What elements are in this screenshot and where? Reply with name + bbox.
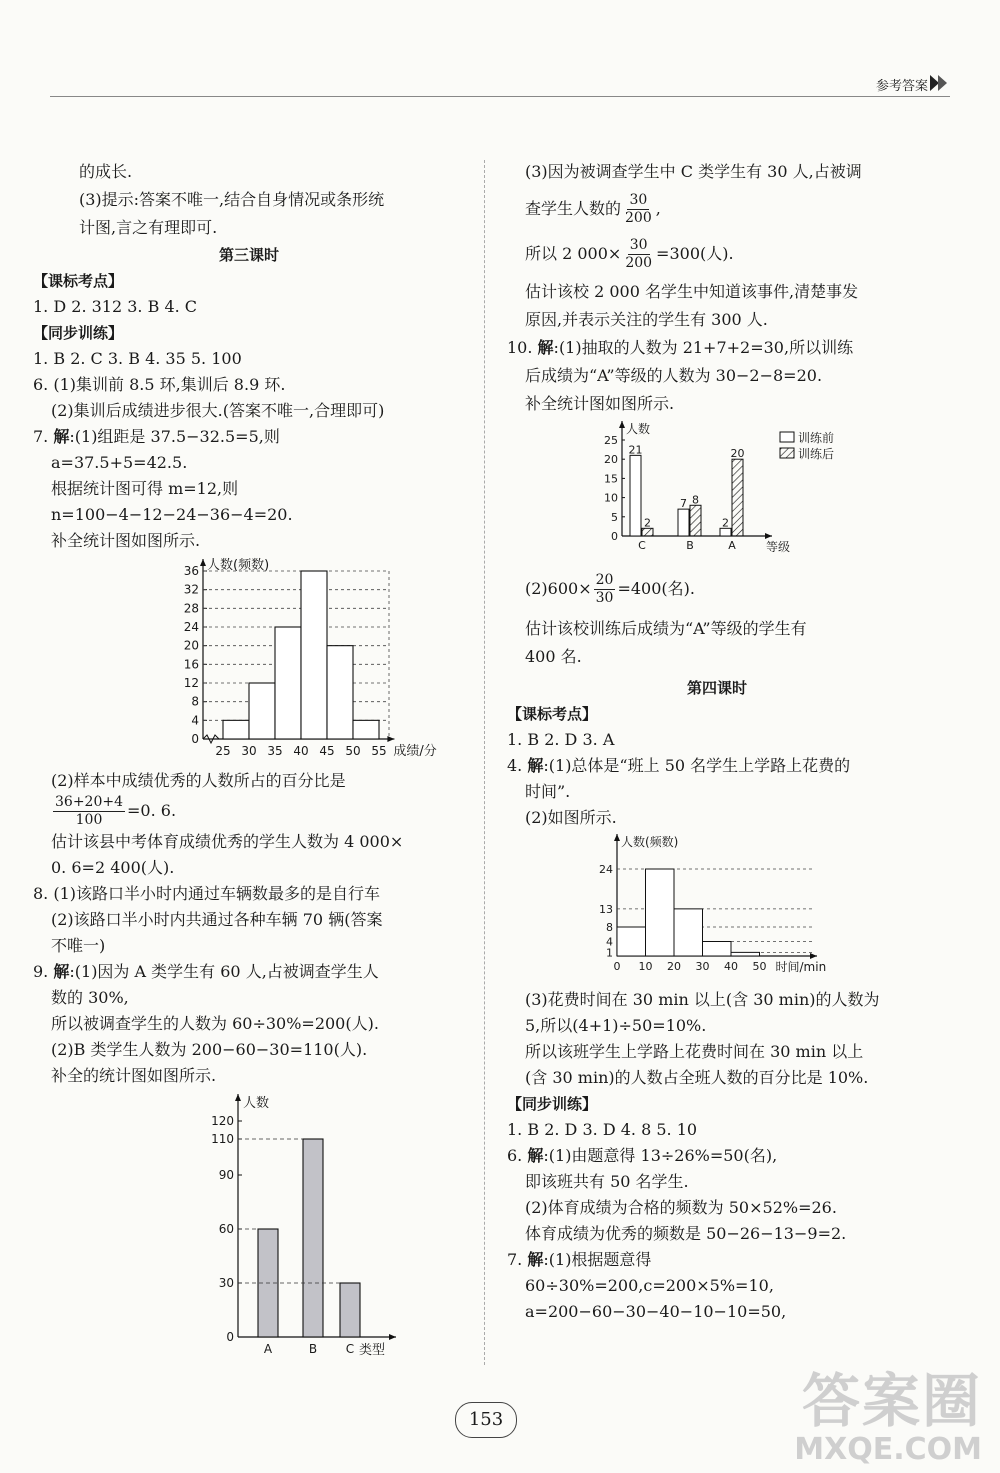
c1-x-tick: 55 (371, 744, 387, 758)
c3-y-tick: 25 (604, 434, 618, 447)
text-line: 4. 解:(1)总体是“班上 50 名学生上学路上花费的 (507, 756, 851, 775)
c1-x-tick: 45 (319, 744, 335, 758)
header-label: 参考答案 (875, 79, 928, 94)
c1-y-tick: 32 (183, 582, 199, 597)
c1-y-tick: 28 (183, 601, 199, 616)
c4-y-label: 人数(频数) (621, 835, 679, 849)
text-line: (2)该路口半小时内共通过各种车辆 70 辆(答案 (51, 910, 383, 929)
fraction-line: (2)600× $\frac{20}{30}$ =400(名). (525, 572, 695, 606)
text-line: a=200−60−30−40−10−10=50, (525, 1302, 787, 1321)
c1-y-tick: 36 (183, 564, 199, 578)
c4-x-tick: 20 (667, 960, 681, 973)
fraction-line: $\frac{36+20+4}{100}$ =0. 6. (55, 794, 177, 828)
c1-bar (327, 646, 353, 739)
fraction-line: 所以 2 000× $\frac{30}{200}$ =300(人). (525, 237, 734, 271)
text-line: 后成绩为“A”等级的人数为 30−2−8=20. (525, 366, 823, 385)
c1-bar (353, 720, 379, 739)
text-line: (2)如图所示. (525, 808, 617, 827)
section-tag: 【课标考点】 (507, 705, 598, 723)
c2-x-label: 类型 (359, 1343, 386, 1358)
c1-x-tick: 35 (267, 744, 283, 758)
text-line: 即该班共有 50 名学生. (525, 1172, 689, 1191)
text-line: 7. 解:(1)根据题意得 (507, 1250, 652, 1269)
c4-y-arrow-icon (614, 834, 620, 841)
fraction: $\frac{30}{200}$ (625, 192, 652, 226)
c2-x-arrow-icon (389, 1334, 396, 1340)
text-line: 7. 解:(1)组距是 37.5−32.5=5,则 (33, 427, 280, 446)
c3-y-tick: 10 (604, 491, 618, 505)
answer-line: 1. B 2. C 3. B 4. 35 5. 100 (33, 349, 242, 368)
c4-y-tick: 8 (606, 921, 613, 934)
c3-x-tick: A (728, 539, 736, 552)
c1-x-tick: 40 (293, 744, 309, 758)
c3-x-label: 等级 (766, 540, 791, 554)
c2-x-tick: C (345, 1342, 355, 1356)
c4-y-tick: 4 (606, 935, 613, 949)
c1-x-arrow-icon (387, 736, 394, 742)
text-line: 8. (1)该路口半小时内通过车辆数最多的是自行车 (33, 884, 381, 903)
text-line: 原因,并表示关注的学生有 300 人. (525, 310, 768, 329)
c4-x-tick: 40 (724, 960, 738, 973)
c1-x-tick: 25 (215, 744, 231, 758)
c4-bar (646, 869, 675, 956)
lesson-title: 第三课时 (218, 246, 279, 264)
c3-y-tick: 5 (611, 510, 618, 524)
c3-data-label: 8 (692, 493, 699, 507)
text-line: (2)样本中成绩优秀的人数所占的百分比是 (51, 771, 346, 790)
text-line: (3)因为被调查学生中 C 类学生有 30 人,占被调 (525, 162, 862, 181)
text-line: (3)提示:答案不唯一,结合自身情况或条形统 (79, 190, 385, 209)
c4-x-tick: 10 (638, 960, 653, 973)
text-line: 补全统计图如图所示. (525, 394, 675, 413)
text-line: 估计该校 2 000 名学生中知道该事件,清楚事发 (525, 282, 859, 301)
fraction: $\frac{20}{30}$ (595, 572, 614, 606)
c2-bar (340, 1283, 360, 1337)
c3-legend-swatch (780, 432, 794, 442)
c1-x-label: 成绩/分 (393, 744, 437, 759)
c3-legend-label: 训练前 (798, 431, 835, 445)
c1-y-arrow-icon (200, 559, 206, 566)
score-histogram (143, 554, 543, 764)
text-line: 6. 解:(1)由题意得 13÷26%=50(名), (507, 1146, 778, 1165)
page-number: 153 (455, 1402, 517, 1438)
fraction: $\frac{30}{200}$ (625, 237, 653, 271)
header-rule (50, 96, 950, 97)
text-line: 9. 解:(1)因为 A 类学生有 60 人,占被调查学生人 (33, 962, 379, 981)
c3-y-tick: 20 (604, 453, 618, 467)
c3-y-label: 人数 (626, 422, 651, 436)
answer-line: 1. B 2. D 3. A (507, 730, 615, 749)
c4-y-tick: 1 (606, 946, 613, 960)
c4-y-tick: 24 (599, 863, 613, 876)
c1-y-tick: 4 (191, 713, 199, 728)
text-line: 估计该校训练后成绩为“A”等级的学生有 (525, 619, 807, 638)
c2-x-tick: B (308, 1342, 318, 1356)
text-line: 所以被调查学生的人数为 60÷30%=200(人). (51, 1014, 379, 1033)
text-line: 10. 解:(1)抽取的人数为 21+7+2=30,所以训练 (507, 338, 854, 357)
c3-bar (630, 455, 641, 536)
c2-y-label: 人数 (243, 1096, 270, 1111)
text-line: 60÷30%=200,c=200×5%=10, (525, 1276, 774, 1295)
c2-y-arrow-icon (235, 1094, 241, 1101)
c1-y-tick: 0 (191, 732, 199, 746)
c3-y-arrow-icon (619, 421, 625, 428)
c3-bar (678, 509, 689, 536)
c1-bar (301, 571, 327, 739)
c3-bar (642, 528, 653, 536)
c2-y-tick: 0 (226, 1330, 234, 1344)
text-line: 的成长. (79, 162, 133, 181)
text-line: 5,所以(4+1)÷50=10%. (525, 1016, 707, 1035)
text-line: 补全统计图如图所示. (51, 531, 201, 550)
left-column (33, 158, 465, 1374)
c3-bar (732, 459, 743, 536)
text-line: 不唯一) (51, 936, 106, 955)
answer-line: 1. D 2. 312 3. B 4. C (33, 297, 198, 316)
text-line: 体育成绩为优秀的频数是 50−26−13−9=2. (525, 1224, 847, 1243)
c1-y-tick: 12 (183, 676, 199, 690)
text-line: 6. (1)集训前 8.5 环,集训后 8.9 环. (33, 375, 286, 394)
c1-x-tick: 30 (241, 744, 257, 758)
c3-data-label: 2 (644, 516, 651, 530)
text-line: 补全的统计图如图所示. (51, 1066, 217, 1085)
c2-x-tick: A (263, 1342, 273, 1356)
c4-y-tick: 13 (599, 902, 613, 916)
text-line: (2)集训后成绩进步很大.(答案不唯一,合理即可) (51, 401, 385, 420)
section-tag: 【同步训练】 (33, 324, 124, 342)
text-line: 时间”. (525, 782, 571, 801)
commute-time-histogram (592, 831, 852, 981)
text-line: 根据统计图可得 m=12,则 (51, 479, 239, 498)
c3-data-label: 2 (722, 516, 729, 530)
c2-bar (303, 1139, 323, 1337)
c3-x-arrow-icon (765, 533, 772, 539)
c2-y-tick: 30 (218, 1276, 234, 1290)
text-line: 数的 30%, (51, 988, 129, 1007)
c2-y-tick: 90 (218, 1168, 234, 1182)
c4-x-arrow-icon (810, 953, 817, 959)
c4-bar (703, 942, 732, 957)
c4-x-tick: 50 (752, 960, 767, 973)
text-line: 400 名. (525, 647, 582, 666)
c1-y-tick: 8 (191, 694, 199, 709)
training-grade-chart (592, 418, 852, 558)
right-column (507, 158, 927, 1325)
c1-bar (249, 683, 275, 739)
lesson-title: 第四课时 (686, 679, 747, 697)
header-arrow-icon (928, 72, 950, 94)
c3-data-label: 21 (628, 443, 643, 457)
c4-x-tick: 0 (613, 960, 621, 973)
c3-x-tick: C (638, 539, 646, 552)
text-line: 0. 6=2 400(人). (51, 858, 175, 877)
c1-y-tick: 24 (183, 620, 199, 634)
c4-bar (674, 909, 703, 956)
fraction-line: 查学生人数的 $\frac{30}{200}$ , (525, 192, 661, 226)
text-line: 估计该县中考体育成绩优秀的学生人数为 4 000× (51, 832, 404, 851)
text-line: 所以该班学生上学路上花费时间在 30 min 以上 (525, 1042, 864, 1061)
c1-y-label: 人数(频数) (207, 558, 270, 573)
type-bar-chart (168, 1089, 408, 1374)
c4-x-tick: 30 (695, 960, 710, 973)
text-line: (含 30 min)的人数占全班人数的百分比是 10%. (525, 1068, 869, 1087)
c1-y-tick: 20 (183, 638, 199, 653)
c3-y-tick: 0 (611, 530, 618, 543)
watermark: 答案圈 MXQE.COM (794, 1367, 982, 1467)
text-line: (3)花费时间在 30 min 以上(含 30 min)的人数为 (525, 990, 880, 1009)
c3-data-label: 20 (730, 447, 745, 461)
c3-bar (690, 505, 701, 536)
c4-x-label: 时间/min (775, 960, 827, 974)
c3-data-label: 7 (680, 497, 687, 511)
section-tag: 【课标考点】 (33, 272, 124, 290)
c3-legend-swatch (780, 448, 794, 458)
fraction: $\frac{36+20+4}{100}$ (55, 794, 123, 828)
c1-y-tick: 16 (183, 657, 199, 672)
text-line: (2)B 类学生人数为 200−60−30=110(人). (51, 1040, 368, 1059)
c4-bar (617, 927, 646, 956)
c2-y-tick: 110 (211, 1132, 234, 1146)
c1-x-tick: 50 (345, 744, 361, 758)
answer-line: 1. B 2. D 3. D 4. 8 5. 10 (507, 1120, 698, 1139)
c4-bar (731, 952, 760, 956)
c3-bar (720, 528, 731, 536)
c1-bar (223, 720, 249, 739)
c3-y-tick: 15 (604, 472, 618, 486)
text-line: n=100−4−12−24−36−4=20. (51, 505, 293, 524)
c1-bar (275, 627, 301, 739)
c3-x-tick: B (686, 539, 694, 552)
c2-y-tick: 120 (211, 1114, 234, 1128)
c3-legend-label: 训练后 (798, 447, 835, 461)
text-line: (2)体育成绩为合格的频数为 50×52%=26. (525, 1198, 837, 1217)
text-line: a=37.5+5=42.5. (51, 453, 188, 472)
section-tag: 【同步训练】 (507, 1095, 598, 1113)
c2-y-tick: 60 (218, 1222, 234, 1236)
text-line: 计图,言之有理即可. (79, 218, 218, 237)
